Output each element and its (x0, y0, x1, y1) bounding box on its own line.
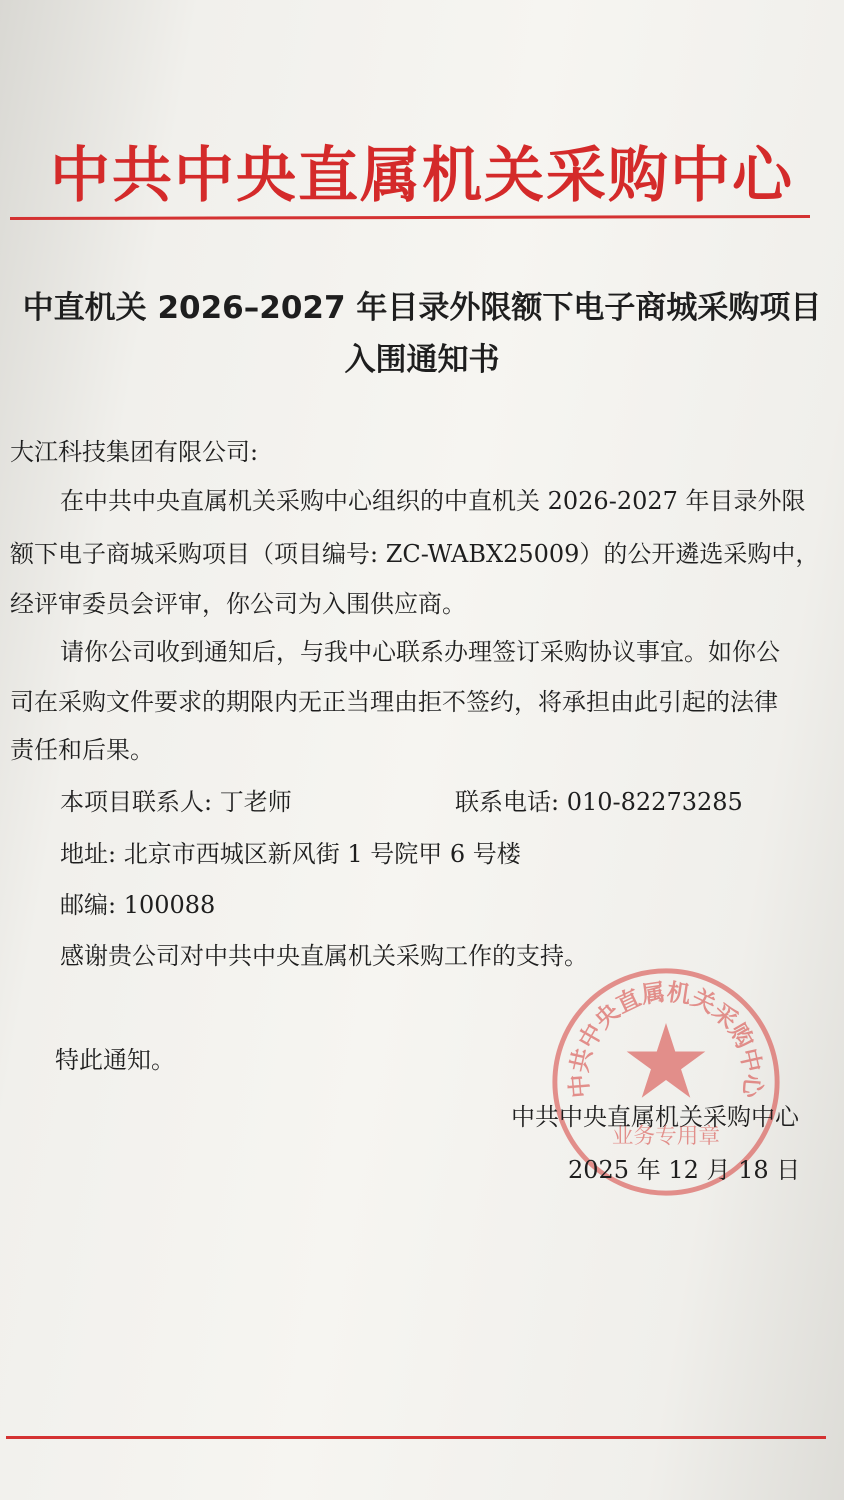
document-title-line-1: 中直机关 2026–2027 年目录外限额下电子商城采购项目 (22, 290, 822, 326)
paragraph-2-line-2: 司在采购文件要求的期限内无正当理由拒不签约，将承担由此引起的法律 (10, 688, 778, 716)
paragraph-1-line-3: 经评审委员会评审，你公司为入围供应商。 (10, 590, 466, 618)
paragraph-2-line-1: 请你公司收到通知后，与我中心联系办理签订采购协议事宜。如你公 (60, 638, 780, 666)
letterhead-title: 中共中央直属机关采购中心 (50, 141, 794, 211)
paragraph-1-line-1: 在中共中央直属机关采购中心组织的中直机关 2026-2027 年目录外限 (60, 487, 806, 515)
seal-ring-text: 中共中央直属机关采购中心 (564, 977, 768, 1099)
paragraph-2-line-3: 责任和后果。 (10, 736, 154, 764)
thanks-line: 感谢贵公司对中共中央直属机关采购工作的支持。 (60, 942, 588, 970)
postcode: 邮编: 100088 (60, 891, 216, 919)
seal-star-icon (627, 1023, 706, 1098)
footer-divider (6, 1436, 826, 1439)
signature-org: 中共中央直属机关采购中心 (511, 1103, 799, 1131)
contact-person: 本项目联系人: 丁老师 (60, 788, 292, 816)
document-title-line-2: 入围通知书 (344, 342, 500, 378)
salutation: 大江科技集团有限公司: (10, 438, 259, 466)
address: 地址: 北京市西城区新风街 1 号院甲 6 号楼 (60, 840, 521, 868)
signature-date: 2025 年 12 月 18 日 (568, 1156, 801, 1184)
paragraph-1-line-2: 额下电子商城采购项目（项目编号: ZC-WABX25009）的公开遴选采购中， (10, 540, 820, 568)
contact-phone: 联系电话: 010-82273285 (455, 788, 743, 816)
seal-bottom-text: 业务专用章 (611, 1123, 721, 1149)
closing-line: 特此通知。 (55, 1046, 175, 1074)
letterhead-divider (10, 215, 810, 220)
